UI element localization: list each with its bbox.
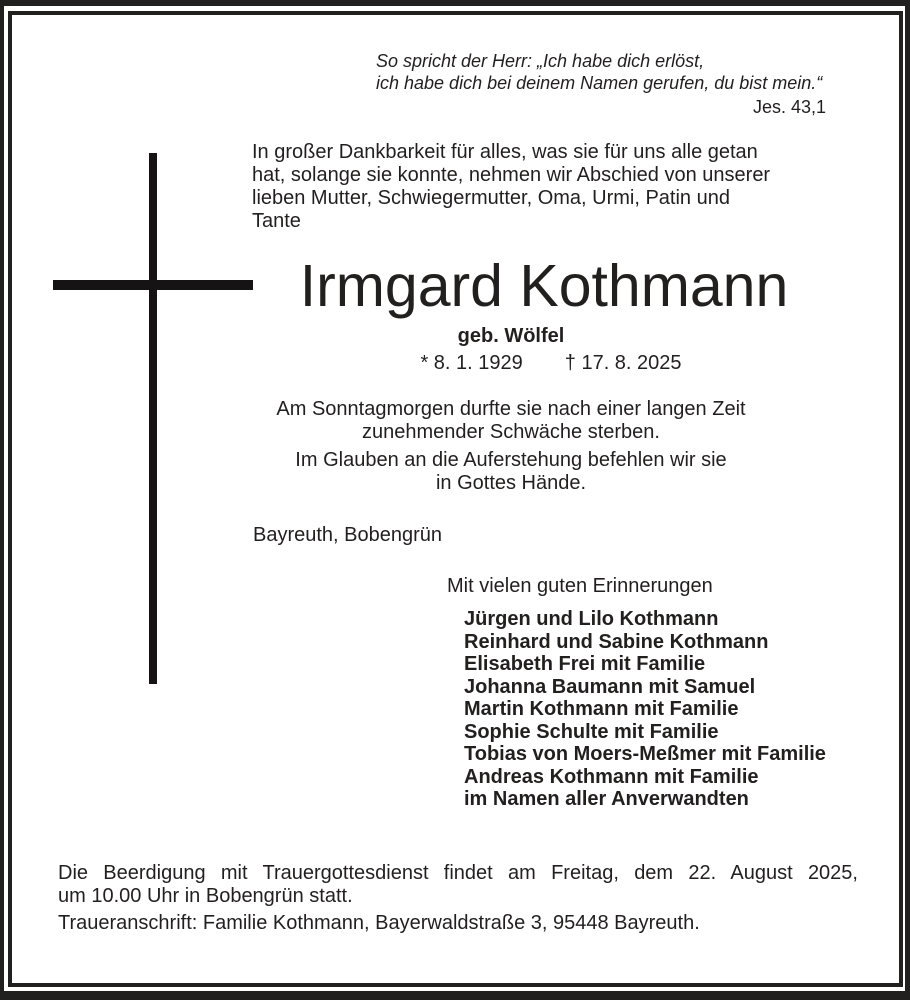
location-line: Bayreuth, Bobengrün <box>253 524 443 546</box>
mourners-list <box>464 608 826 811</box>
cross-vertical-bar <box>149 153 157 684</box>
intro-line: lieben Mutter, Schwiegermutter, Oma, Urmi, Patin und <box>252 187 730 209</box>
intro-text <box>252 141 852 233</box>
scripture-quote <box>376 51 826 119</box>
mourner-name: Tobias von Moers-Meßmer mit Familie <box>464 743 826 765</box>
scripture-reference: Jes. 43,1 <box>752 97 826 117</box>
cross-horizontal-bar <box>53 280 253 290</box>
funeral-info <box>58 862 858 908</box>
scripture-line: ich habe dich bei deinem Namen gerufen, du bist mein.“ <box>376 72 823 93</box>
mourner-name: Johanna Baumann mit Samuel <box>464 675 756 698</box>
birth-date: * 8. 1. 1929 <box>420 352 523 374</box>
eulogy-line: zunehmender Schwäche sterben. <box>362 420 660 443</box>
death-date: † 17. 8. 2025 <box>564 352 682 374</box>
intro-line: hat, solange sie konnte, nehmen wir Abschied von unserer <box>252 164 771 186</box>
mourner-name: Reinhard und Sabine Kothmann <box>464 630 769 653</box>
mourners-intro: Mit vielen guten Erinnerungen <box>447 575 713 597</box>
eulogy-line: in Gottes Hände. <box>435 471 587 494</box>
scripture-line: So spricht der Herr: „Ich habe dich erlöst, <box>376 51 705 71</box>
deceased-name: Irmgard Kothmann <box>299 253 789 319</box>
eulogy-paragraph-1 <box>255 398 767 443</box>
mourner-name: Andreas Kothmann mit Familie <box>464 765 759 788</box>
mourner-name: Martin Kothmann mit Familie <box>464 698 739 720</box>
funeral-info-line: um 10.00 Uhr in Bobengrün statt. <box>58 885 353 907</box>
life-dates <box>255 352 847 375</box>
eulogy-line: Im Glauben an die Auferstehung befehlen wir sie <box>295 449 727 471</box>
mourner-name: Elisabeth Frei mit Familie <box>464 653 706 675</box>
intro-line: In großer Dankbarkeit für alles, was sie für uns alle getan <box>252 141 758 163</box>
mourner-name: Sophie Schulte mit Familie <box>464 720 719 743</box>
mourning-address: Traueranschrift: Familie Kothmann, Bayerwaldstraße 3, 95448 Bayreuth. <box>58 912 700 934</box>
eulogy-line: Am Sonntagmorgen durfte sie nach einer langen Zeit <box>276 398 746 420</box>
intro-line: Tante <box>252 210 301 232</box>
mourner-name: Jürgen und Lilo Kothmann <box>464 608 719 630</box>
mourner-name: im Namen aller Anverwandten <box>464 788 749 810</box>
funeral-info-line: Die Beerdigung mit Trauergottesdienst findet am Freitag, dem 22. August 2025, <box>58 862 858 884</box>
eulogy-paragraph-2 <box>255 449 767 494</box>
maiden-name: geb. Wölfel <box>457 325 565 347</box>
